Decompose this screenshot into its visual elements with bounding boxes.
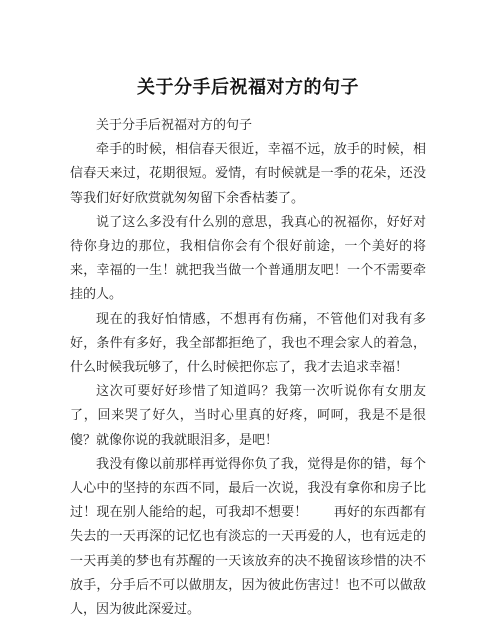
paragraph: 说了这么多没有什么别的意思，我真心的祝福你，好好对待你身边的那位，我相信你会有个很好前途，一个美好的将来，幸福的一生！就把我当做一个普通朋友吧！一个不需要牵挂的人。 <box>70 214 426 303</box>
paragraph: 现在的我好怕情感，不想再有伤痛，不管他们对我有多好，条件有多好，我全部都拒绝了，我也不理会家人的着急，什么时候我玩够了，什么时候把你忘了，我才去追求幸福！ <box>70 311 426 376</box>
paragraph-subtitle: 关于分手后祝福对方的句子 <box>96 118 253 133</box>
paragraph: 我没有像以前那样再觉得你负了我，觉得是你的错，每个人心中的坚持的东西不同，最后一次说，我没有拿你和房子比过！现在别人能给的起，可我却不想要！ 再好的东西都有失去的一天再深的记忆也有淡忘的一天再爱的人，也有远走的一天再美的梦也有苏醒的一天该放弃的决不挽留该珍惜的决不放手，分手后不可以做朋友，因为彼此伤害过！也不可以做敌人，因为彼此深爱过。 <box>70 456 426 618</box>
document-title: 关于分手后祝福对方的句子 <box>137 77 359 98</box>
paragraph: 这次可要好好珍惜了知道吗？我第一次听说你有女朋友了，回来哭了好久，当时心里真的好疼，呵呵，我是不是很傻？就像你说的我就眼泪多，是吧！ <box>70 384 426 448</box>
document-body <box>70 114 426 622</box>
paragraph: 牵手的时候，相信春天很近，幸福不远，放手的时候，相信春天来过，花期很短。爱情，有时候就是一季的花朵，还没等我们好好欣赏就匆匆留下余香枯萎了。 <box>70 142 426 206</box>
